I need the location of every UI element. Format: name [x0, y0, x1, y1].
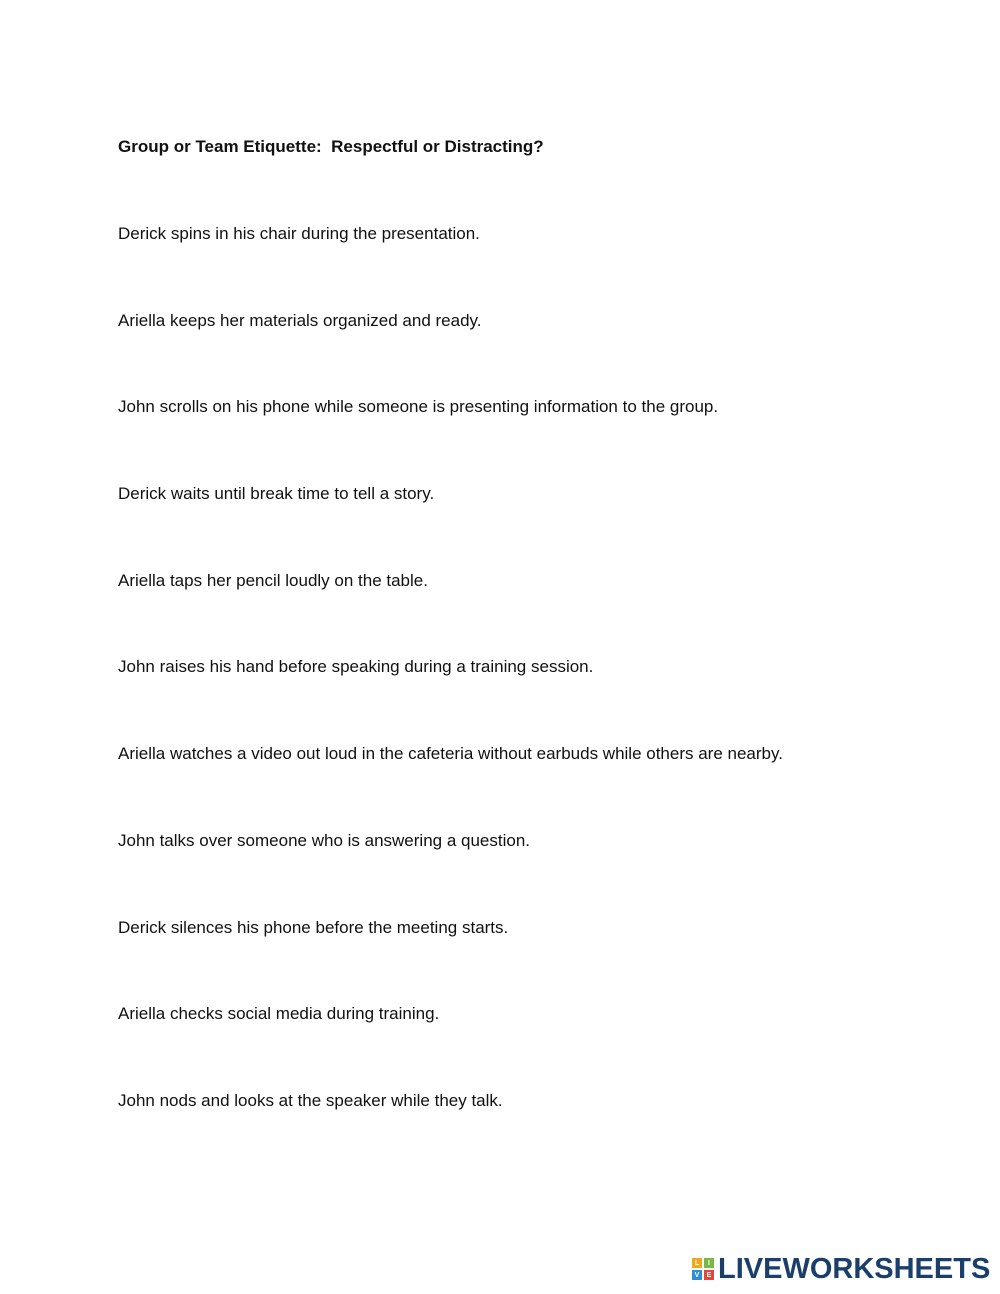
- logo-wordmark: LIVEWORKSHEETS: [718, 1253, 991, 1285]
- statement-2: Ariella keeps her materials organized and ready.: [118, 311, 482, 330]
- statement-6: John raises his hand before speaking during a training session.: [118, 657, 594, 676]
- liveworksheets-logo: [692, 1254, 990, 1284]
- logo-tiles-icon: [692, 1258, 714, 1280]
- logo-tile-i: I: [704, 1258, 714, 1268]
- statement-4: Derick waits until break time to tell a story.: [118, 484, 435, 503]
- statement-7: Ariella watches a video out loud in the cafeteria without earbuds while others are nearby.: [118, 744, 783, 763]
- statement-9: Derick silences his phone before the meeting starts.: [118, 918, 509, 937]
- statement-10: Ariella checks social media during training.: [118, 1004, 440, 1023]
- logo-tile-l: L: [692, 1258, 702, 1268]
- statement-5: Ariella taps her pencil loudly on the table.: [118, 571, 428, 590]
- statement-8: John talks over someone who is answering a question.: [118, 831, 531, 850]
- logo-tile-e: E: [704, 1270, 714, 1280]
- statement-1: Derick spins in his chair during the presentation.: [118, 224, 480, 243]
- statement-3: John scrolls on his phone while someone is presenting information to the group.: [118, 397, 719, 416]
- statement-11: John nods and looks at the speaker while they talk.: [118, 1091, 503, 1110]
- logo-tile-v: V: [692, 1270, 702, 1280]
- page-title: Group or Team Etiquette: Respectful or Distracting?: [118, 137, 544, 156]
